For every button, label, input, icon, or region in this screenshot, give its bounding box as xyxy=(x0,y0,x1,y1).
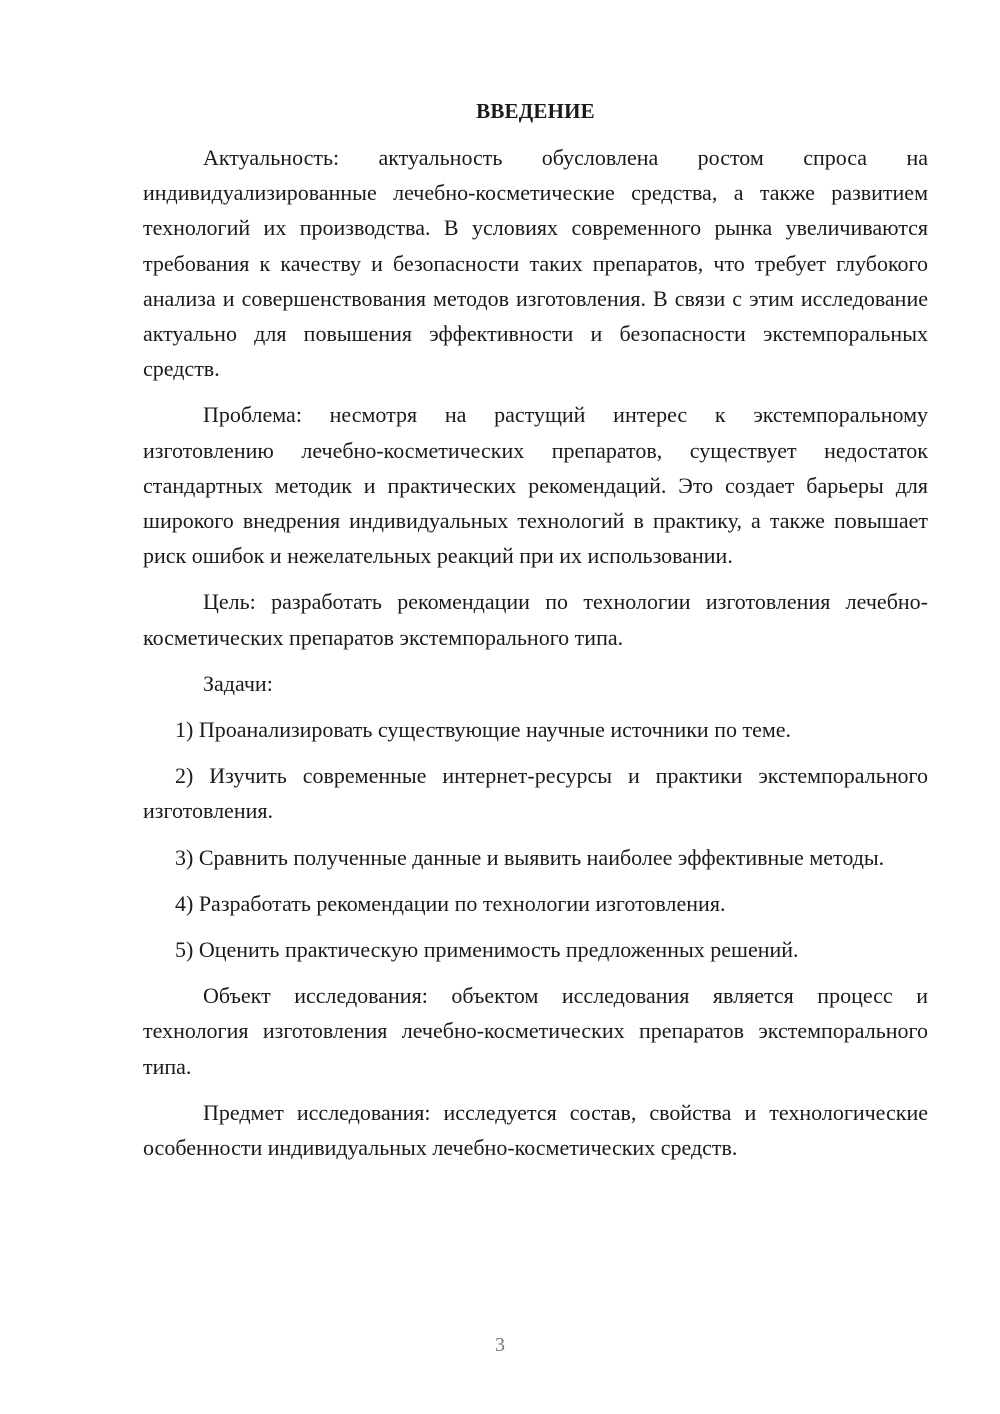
page-content xyxy=(143,96,928,1165)
page-number: 3 xyxy=(495,1334,505,1356)
task-item: 1) Проанализировать существующие научные источники по теме. xyxy=(175,717,792,743)
paragraph-subject: Предмет исследования: исследуется состав, свойства и технологические особенности индивидуальных лечебно-косметических средств. xyxy=(143,1099,928,1161)
task-item: 4) Разработать рекомендации по технологии изготовления. xyxy=(175,890,726,916)
paragraph-object: Объект исследования: объектом исследования является процесс и технология изготовления лечебно-косметических препаратов экстемпорального типа. xyxy=(143,983,928,1079)
task-item: 2) Изучить современные интернет-ресурсы и практики экстемпорального изготовления. xyxy=(143,763,928,824)
task-item: 5) Оценить практическую применимость предложенных решений. xyxy=(175,937,799,963)
section-title: ВВЕДЕНИЕ xyxy=(476,99,595,123)
paragraph-problem: Проблема: несмотря на растущий интерес к экстемпоральному изготовлению лечебно-косметических препаратов, существует недостаток стандартных методик и практических рекомендаций. Это создает барьеры для широкого внедрения индивидуальных технологий в практику, а также повышает риск ошибок и нежелательных реакций при их использовании. xyxy=(143,402,928,569)
paragraph-tasks-heading: Задачи: xyxy=(203,670,273,696)
paragraph-goal: Цель: разработать рекомендации по технологии изготовления лечебно-косметических препаратов экстемпорального типа. xyxy=(143,589,928,650)
task-item: 3) Сравнить полученные данные и выявить наиболее эффективные методы. xyxy=(175,844,885,870)
paragraph-relevance: Актуальность: актуальность обусловлена ростом спроса на индивидуализированные лечебно-косметические средства, а также развитием технологий их производства. В условиях современного рынка увеличиваются требования к качеству и безопасности таких препаратов, что требует глубокого анализа и совершенствования методов изготовления. В связи с этим исследование актуально для повышения эффективности и безопасности экстемпоральных средств. xyxy=(143,145,928,382)
